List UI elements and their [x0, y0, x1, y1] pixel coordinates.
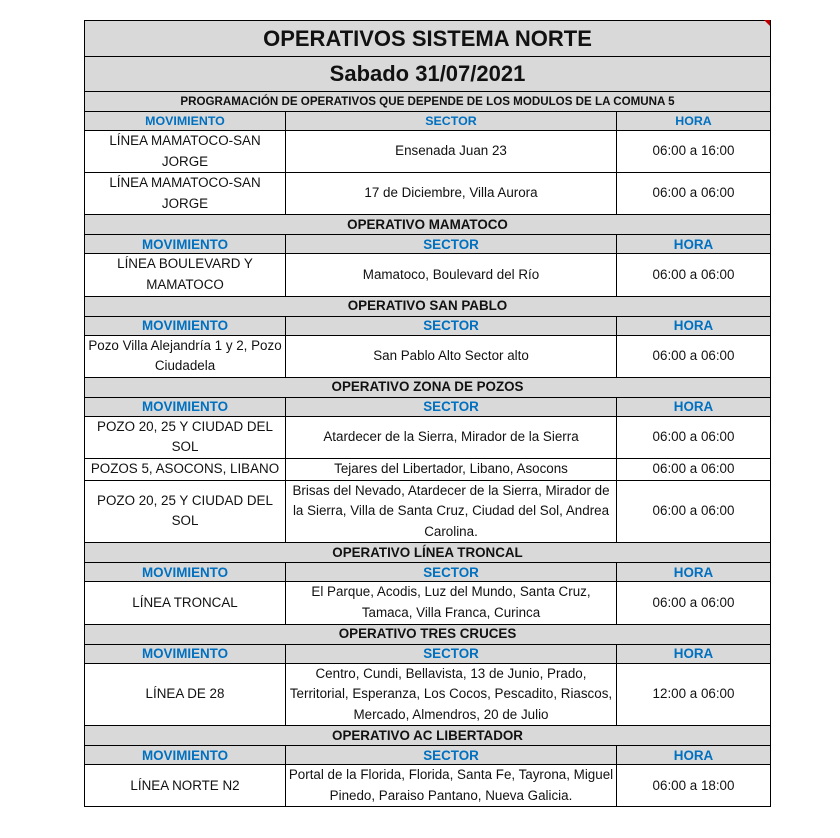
column-header-row — [85, 563, 771, 582]
cell-hora: 06:00 a 06:00 — [617, 458, 771, 480]
section-title: OPERATIVO SAN PABLO — [85, 296, 771, 316]
operativos-table — [84, 20, 771, 807]
cell-sector: Atardecer de la Sierra, Mirador de la Sierra — [286, 416, 617, 458]
table-row — [85, 765, 771, 807]
column-header-row — [85, 112, 771, 131]
col-sector: SECTOR — [286, 235, 617, 254]
col-movimiento: MOVIMIENTO — [85, 563, 286, 582]
section-title: OPERATIVO LÍNEA TRONCAL — [85, 543, 771, 563]
cell-hora: 06:00 a 06:00 — [617, 582, 771, 624]
cell-sector: 17 de Diciembre, Villa Aurora — [286, 173, 617, 215]
section-title: OPERATIVO ZONA DE POZOS — [85, 377, 771, 397]
cell-movimiento: POZOS 5, ASOCONS, LIBANO — [85, 458, 286, 480]
col-movimiento: MOVIMIENTO — [85, 112, 286, 131]
table-row — [85, 458, 771, 480]
col-sector: SECTOR — [286, 397, 617, 416]
col-hora: HORA — [617, 746, 771, 765]
cell-movimiento: LÍNEA TRONCAL — [85, 582, 286, 624]
section-title: OPERATIVO TRES CRUCES — [85, 624, 771, 644]
col-hora: HORA — [617, 316, 771, 335]
col-sector: SECTOR — [286, 746, 617, 765]
col-sector: SECTOR — [286, 644, 617, 663]
cell-hora: 06:00 a 06:00 — [617, 416, 771, 458]
column-header-row — [85, 746, 771, 765]
cell-sector: Brisas del Nevado, Atardecer de la Sierra, Mirador de la Sierra, Villa de Santa Cruz, Ciudad del Sol, Andrea Carolina. — [286, 480, 617, 543]
column-header-row — [85, 235, 771, 254]
operativos-sheet — [84, 20, 770, 807]
column-header-row — [85, 397, 771, 416]
cell-hora: 12:00 a 06:00 — [617, 663, 771, 726]
col-movimiento: MOVIMIENTO — [85, 746, 286, 765]
cell-movimiento: LÍNEA DE 28 — [85, 663, 286, 726]
col-movimiento: MOVIMIENTO — [85, 644, 286, 663]
col-movimiento: MOVIMIENTO — [85, 316, 286, 335]
sheet-title: OPERATIVOS SISTEMA NORTE — [85, 21, 771, 57]
section-title: OPERATIVO MAMATOCO — [85, 215, 771, 235]
cell-movimiento: LÍNEA BOULEVARD Y MAMATOCO — [85, 254, 286, 296]
col-movimiento: MOVIMIENTO — [85, 397, 286, 416]
col-sector: SECTOR — [286, 112, 617, 131]
col-movimiento: MOVIMIENTO — [85, 235, 286, 254]
cell-hora: 06:00 a 06:00 — [617, 254, 771, 296]
cell-sector: San Pablo Alto Sector alto — [286, 335, 617, 377]
col-hora: HORA — [617, 397, 771, 416]
cell-sector: Tejares del Libertador, Libano, Asocons — [286, 458, 617, 480]
table-row — [85, 663, 771, 726]
column-header-row — [85, 644, 771, 663]
cell-hora: 06:00 a 06:00 — [617, 335, 771, 377]
cell-hora: 06:00 a 06:00 — [617, 173, 771, 215]
cell-movimiento: LÍNEA MAMATOCO-SAN JORGE — [85, 131, 286, 173]
cell-movimiento: LÍNEA MAMATOCO-SAN JORGE — [85, 173, 286, 215]
cell-movimiento: LÍNEA NORTE N2 — [85, 765, 286, 807]
col-sector: SECTOR — [286, 316, 617, 335]
cell-hora: 06:00 a 06:00 — [617, 480, 771, 543]
cell-sector: Ensenada Juan 23 — [286, 131, 617, 173]
col-hora: HORA — [617, 112, 771, 131]
table-row — [85, 480, 771, 543]
cell-sector: Portal de la Florida, Florida, Santa Fe, Tayrona, Miguel Pinedo, Paraiso Pantano, Nueva Galicia. — [286, 765, 617, 807]
section-title: OPERATIVO AC LIBERTADOR — [85, 726, 771, 746]
col-hora: HORA — [617, 644, 771, 663]
sheet-date: Sabado 31/07/2021 — [85, 57, 771, 92]
table-row — [85, 254, 771, 296]
cell-sector: Centro, Cundi, Bellavista, 13 de Junio, Prado, Territorial, Esperanza, Los Cocos, Pescadito, Riascos, Mercado, Almendros, 20 de Julio — [286, 663, 617, 726]
cell-movimiento: Pozo Villa Alejandría 1 y 2, Pozo Ciudadela — [85, 335, 286, 377]
cell-sector: Mamatoco, Boulevard del Río — [286, 254, 617, 296]
comment-indicator-icon — [764, 20, 770, 26]
table-row — [85, 173, 771, 215]
table-row — [85, 582, 771, 624]
col-hora: HORA — [617, 563, 771, 582]
table-row — [85, 416, 771, 458]
col-hora: HORA — [617, 235, 771, 254]
cell-movimiento: POZO 20, 25 Y CIUDAD DEL SOL — [85, 480, 286, 543]
cell-hora: 06:00 a 16:00 — [617, 131, 771, 173]
table-row — [85, 131, 771, 173]
column-header-row — [85, 316, 771, 335]
col-sector: SECTOR — [286, 563, 617, 582]
cell-sector: El Parque, Acodis, Luz del Mundo, Santa Cruz, Tamaca, Villa Franca, Curinca — [286, 582, 617, 624]
table-row — [85, 335, 771, 377]
cell-hora: 06:00 a 18:00 — [617, 765, 771, 807]
cell-movimiento: POZO 20, 25 Y CIUDAD DEL SOL — [85, 416, 286, 458]
programacion-heading: PROGRAMACIÓN DE OPERATIVOS QUE DEPENDE DE LOS MODULOS DE LA COMUNA 5 — [85, 92, 771, 112]
